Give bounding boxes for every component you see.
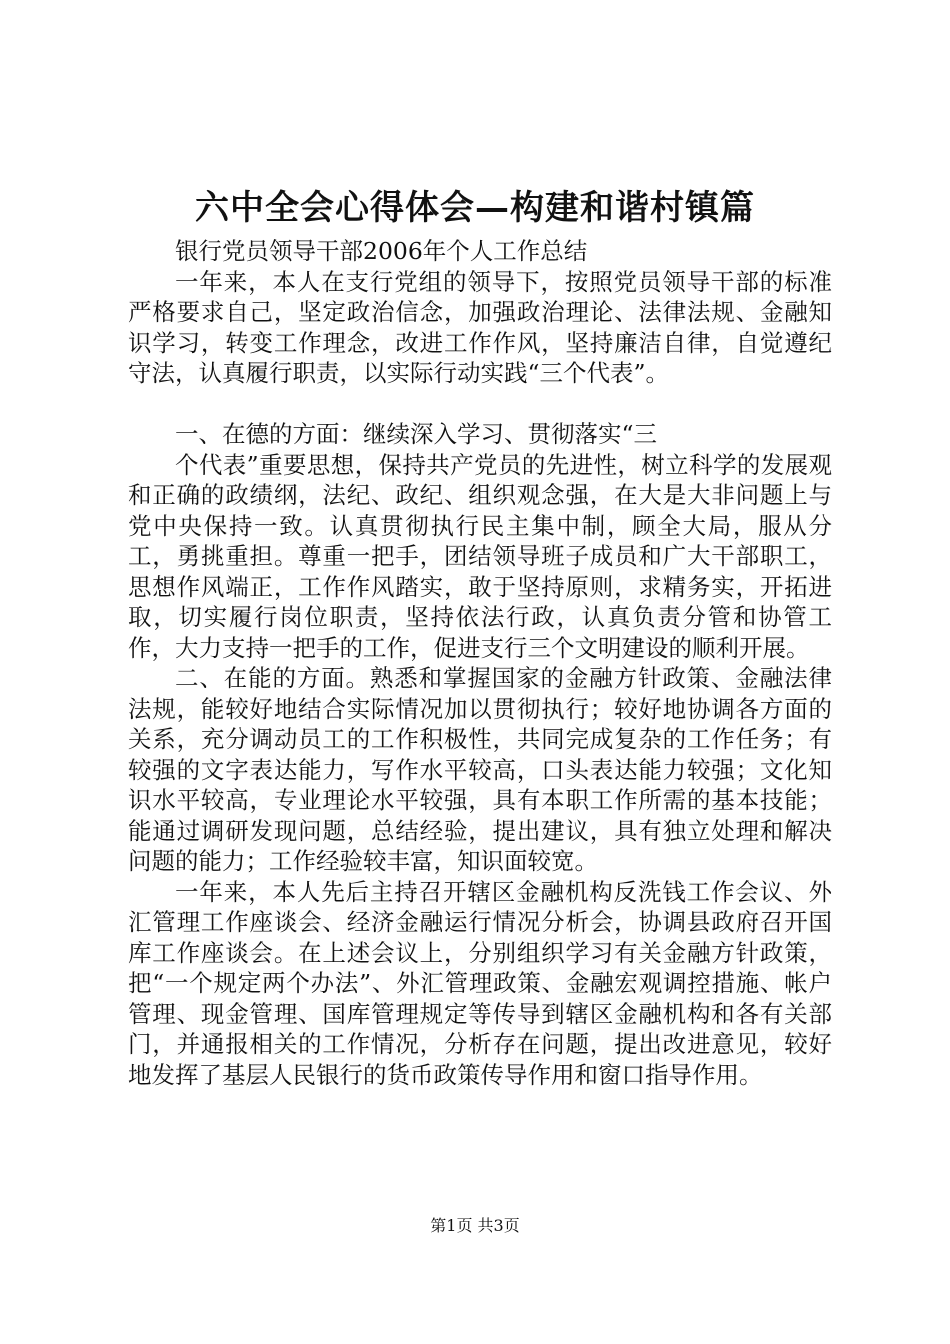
document-body: [128, 236, 832, 1090]
paragraph-section-one-body: 个代表”重要思想，保持共产党员的先进性，树立科学的发展观和正确的政绩纲，法纪、政纪、组织观念强，在大是大非问题上与党中央保持一致。认真贯彻执行民主集中制，顾全大局，服从分工，勇挑重担。尊重一把手，团结领导班子成员和广大干部职工，思想作风端正，工作作风踏实，敢于坚持原则，求精务实，开拓进取，切实履行岗位职责，坚持依法行政，认真负责分管和协管工作，大力支持一把手的工作，促进支行三个文明建设的顺利开展。: [128, 450, 832, 662]
paragraph-intro: 一年来，本人在支行党组的领导下，按照党员领导干部的标准严格要求自己，坚定政治信念，加强政治理论、法律法规、金融知识学习，转变工作理念，改进工作作风，坚持廉洁自律，自觉遵纪守法，认真履行职责，以实际行动实践“三个代表”。: [128, 267, 832, 387]
paragraph-meetings: 一年来，本人先后主持召开辖区金融机构反洗钱工作会议、外汇管理工作座谈会、经济金融运行情况分析会，协调县政府召开国库工作座谈会。在上述会议上，分别组织学习有关金融方针政策，把“一个规定两个办法”、外汇管理政策、金融宏观调控措施、帐户管理、现金管理、国库管理规定等传导到辖区金融机构和各有关部门，并通报相关的工作情况，分析存在问题，提出改进意见，较好地发挥了基层人民银行的货币政策传导作用和窗口指导作用。: [128, 877, 832, 1089]
paragraph-subtitle: 银行党员领导干部2006年个人工作总结: [175, 237, 588, 265]
paragraph-section-two: 二、在能的方面。熟悉和掌握国家的金融方针政策、金融法律法规，能较好地结合实际情况加以贯彻执行；较好地协调各方面的关系，充分调动员工的工作积极性，共同完成复杂的工作任务；有较强的文字表达能力，写作水平较高，口头表达能力较强；文化知识水平较高，专业理论水平较强，具有本职工作所需的基本技能；能通过调研发现问题，总结经验，提出建议，具有独立处理和解决问题的能力；工作经验较丰富，知识面较宽。: [128, 664, 832, 875]
page-footer: 第1页 共3页: [430, 1216, 520, 1235]
paragraph-section-one-heading: 一、在德的方面：继续深入学习、贯彻落实“三: [175, 420, 658, 448]
document-title: 六中全会心得体会—构建和谐村镇篇: [195, 188, 755, 228]
